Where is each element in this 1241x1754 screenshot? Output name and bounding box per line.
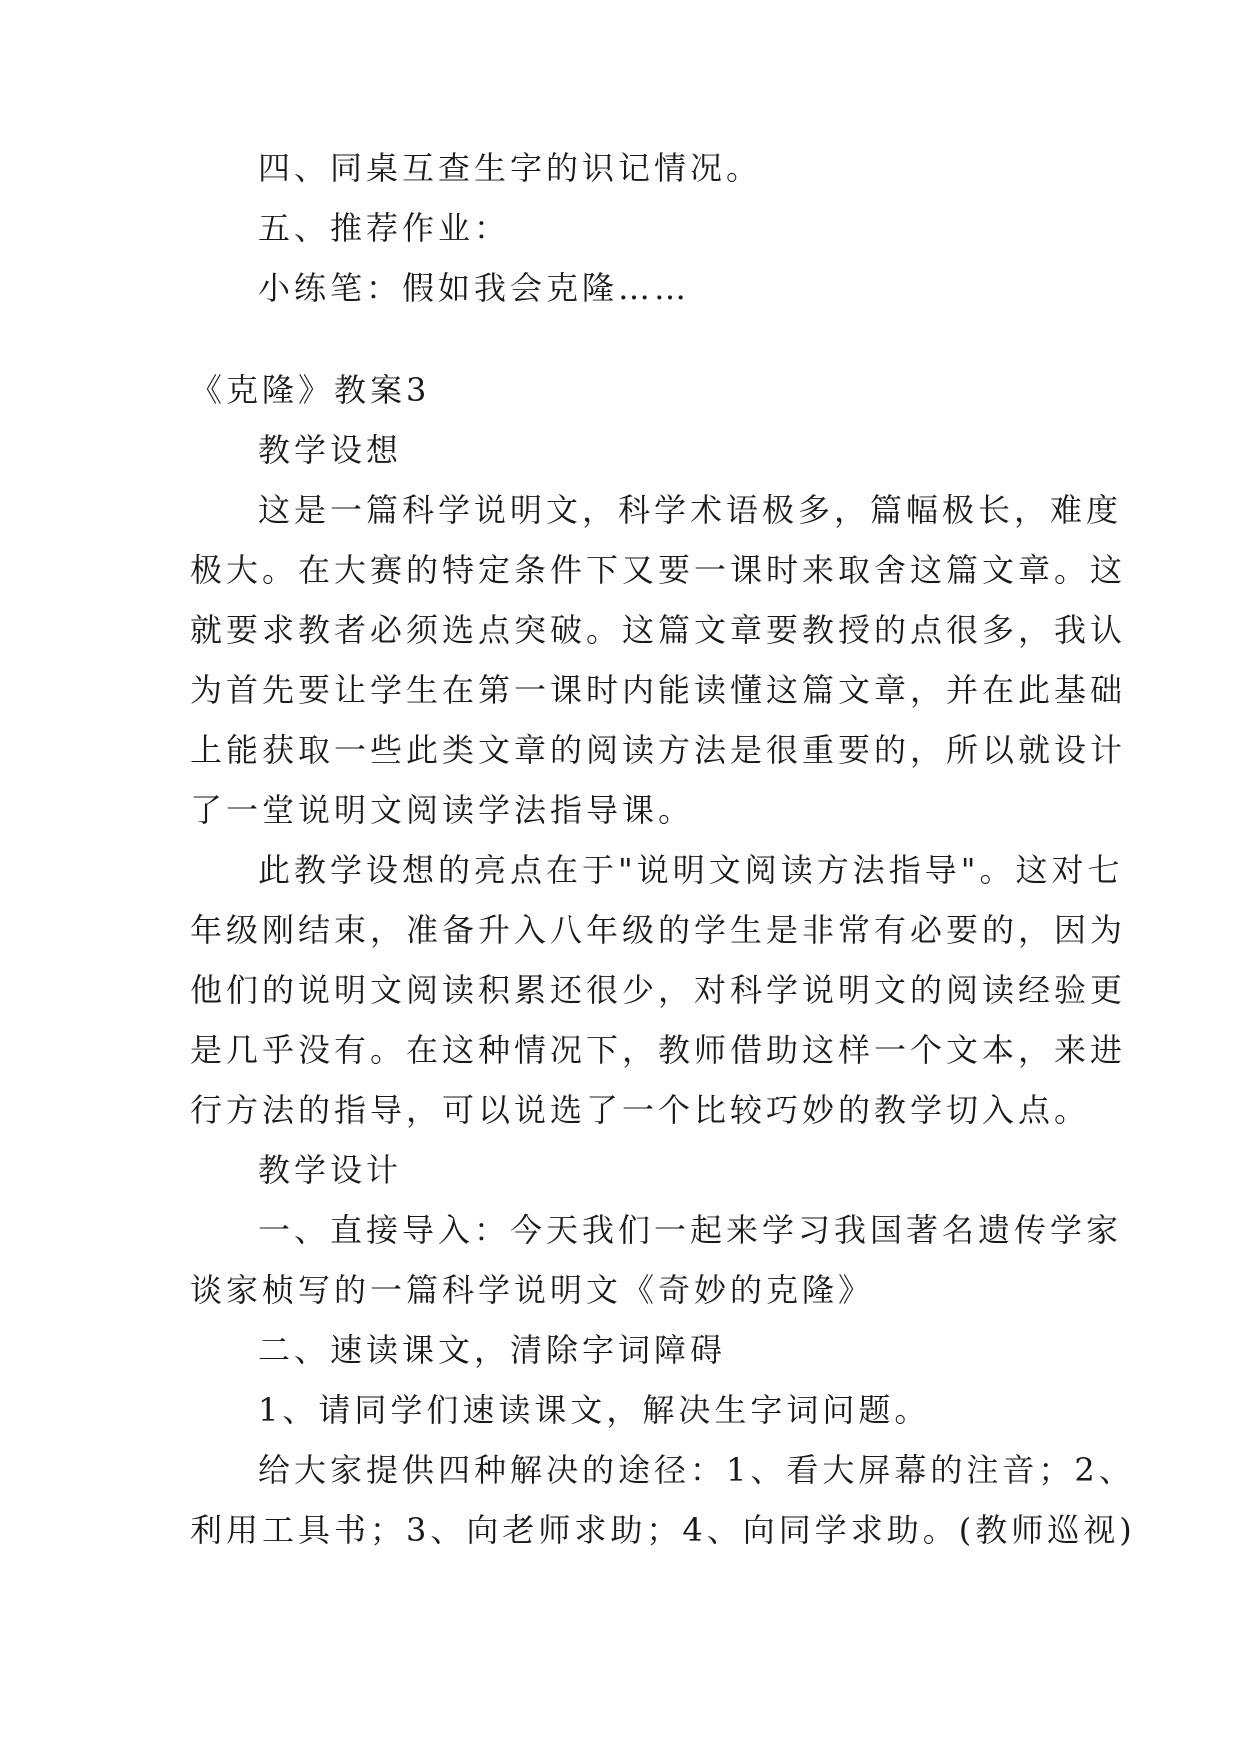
paragraph-line: 是几乎没有。在这种情况下，教师借助这样一个文本，来进 [190, 1031, 1127, 1069]
paragraph-line: 谈家桢写的一篇科学说明文《奇妙的克隆》 [190, 1271, 875, 1309]
paragraph-line: 利用工具书；3、向老师求助；4、向同学求助。(教师巡视) [190, 1511, 1136, 1549]
subheading: 教学设计 [258, 1151, 403, 1189]
paragraph-line: 1、请同学们速读课文，解决生字词问题。 [258, 1391, 931, 1429]
paragraph-line: 五、推荐作业： [258, 209, 511, 247]
paragraph-line: 他们的说明文阅读积累还很少，对科学说明文的阅读经验更 [190, 971, 1127, 1009]
paragraph-line: 这是一篇科学说明文，科学术语极多，篇幅极长，难度 [258, 491, 1123, 529]
paragraph-line: 一、直接导入：今天我们一起来学习我国著名遗传学家 [258, 1211, 1123, 1249]
paragraph-line: 行方法的指导，可以说选了一个比较巧妙的教学切入点。 [190, 1091, 1091, 1129]
paragraph-line: 为首先要让学生在第一课时内能读懂这篇文章，并在此基础 [190, 671, 1127, 709]
paragraph-line: 极大。在大赛的特定条件下又要一课时来取舍这篇文章。这 [190, 551, 1127, 589]
paragraph-line: 给大家提供四种解决的途径：1、看大屏幕的注音；2、 [258, 1451, 1135, 1489]
paragraph-line: 年级刚结束，准备升入八年级的学生是非常有必要的，因为 [190, 911, 1127, 949]
paragraph-line: 二、速读课文，清除字词障碍 [258, 1331, 727, 1369]
subheading: 教学设想 [258, 431, 403, 469]
paragraph-line: 四、同桌互查生字的识记情况。 [258, 149, 763, 187]
paragraph-line: 上能获取一些此类文章的阅读方法是很重要的，所以就设计 [190, 731, 1127, 769]
paragraph-line: 此教学设想的亮点在于"说明文阅读方法指导"。这对七 [258, 851, 1124, 889]
section-heading: 《克隆》教案3 [190, 371, 431, 409]
paragraph-line: 了一堂说明文阅读学法指导课。 [190, 791, 695, 829]
paragraph-line: 就要求教者必须选点突破。这篇文章要教授的点很多，我认 [190, 611, 1127, 649]
paragraph-line: 小练笔：假如我会克隆…… [258, 269, 691, 307]
